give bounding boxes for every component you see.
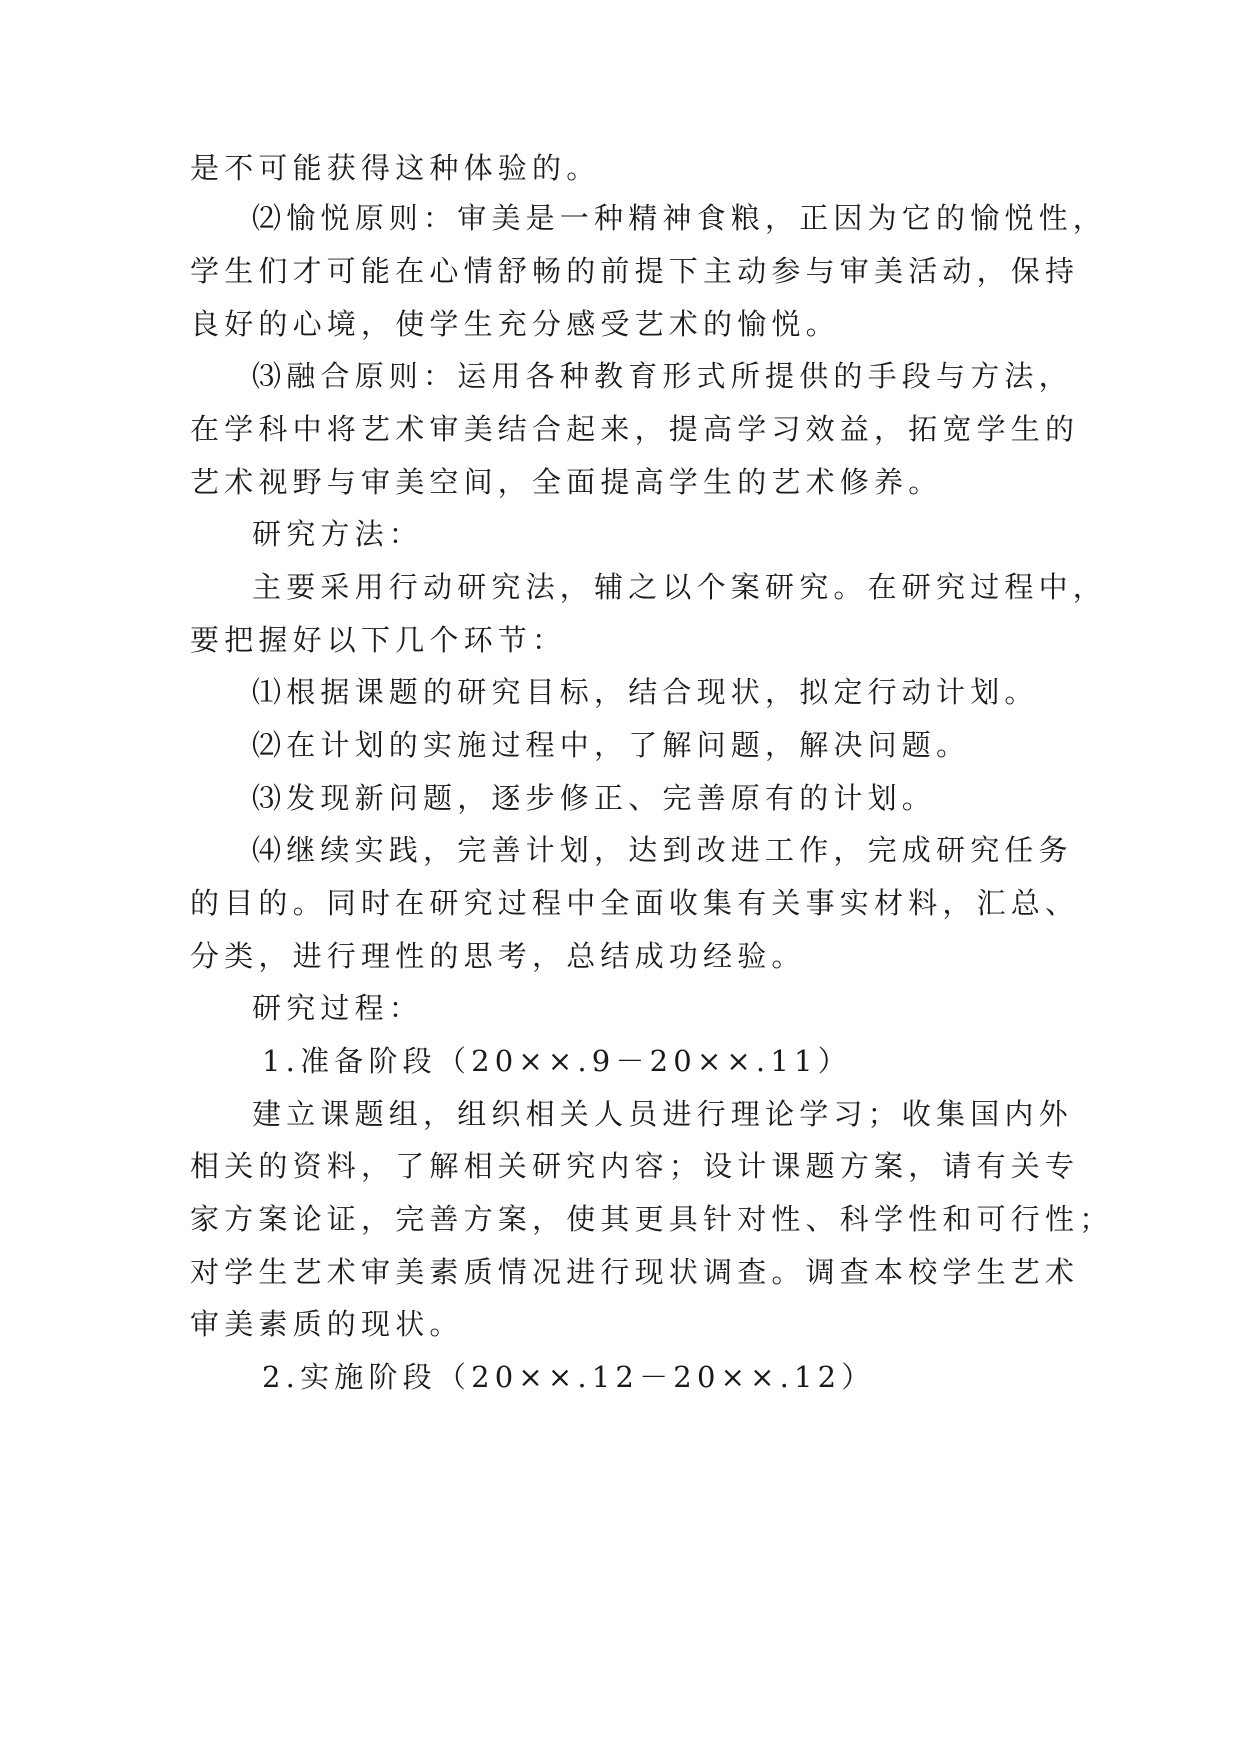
list-item: ⑴根据课题的研究目标，结合现状，拟定行动计划。 (252, 675, 1039, 709)
principle-fusion-line: ⑶融合原则：运用各种教育形式所提供的手段与方法， (252, 359, 1073, 393)
body-text-line: 要把握好以下几个环节： (190, 623, 567, 657)
body-text-line: 分类，进行理性的思考，总结成功经验。 (190, 939, 806, 973)
body-text-line: 学生们才可能在心情舒畅的前提下主动参与审美活动，保持 (190, 254, 1080, 288)
body-text-line: 艺术视野与审美空间，全面提高学生的艺术修养。 (190, 465, 943, 499)
body-text-line: 建立课题组，组织相关人员进行理论学习；收集国内外 (252, 1097, 1073, 1131)
body-text-line: 的目的。同时在研究过程中全面收集有关事实材料，汇总、 (190, 886, 1080, 920)
list-item: ⑵在计划的实施过程中，了解问题，解决问题。 (252, 728, 971, 762)
body-text-line: 相关的资料，了解相关研究内容；设计课题方案，请有关专 (190, 1149, 1080, 1183)
stage-heading-implementation: 2.实施阶段（20××.12－20××.12） (262, 1360, 876, 1394)
section-heading-methods: 研究方法： (252, 517, 424, 551)
stage-heading-preparation: 1.准备阶段（20××.9－20××.11） (262, 1044, 852, 1078)
body-text-line: 主要采用行动研究法，辅之以个案研究。在研究过程中， (252, 570, 1108, 604)
principle-pleasure-line: ⑵愉悦原则：审美是一种精神食粮，正因为它的愉悦性， (252, 201, 1108, 235)
body-text-line: 在学科中将艺术审美结合起来，提高学习效益，拓宽学生的 (190, 412, 1080, 446)
body-text-line: 家方案论证，完善方案，使其更具针对性、科学性和可行性； (190, 1202, 1114, 1236)
body-text-line: 是不可能获得这种体验的。 (190, 151, 601, 185)
list-item: ⑶发现新问题，逐步修正、完善原有的计划。 (252, 781, 937, 815)
body-text-line: 良好的心境，使学生充分感受艺术的愉悦。 (190, 307, 840, 341)
body-text-line: 审美素质的现状。 (190, 1307, 464, 1341)
section-heading-process: 研究过程： (252, 991, 424, 1025)
list-item: ⑷继续实践，完善计划，达到改进工作，完成研究任务 (252, 833, 1073, 867)
body-text-line: 对学生艺术审美素质情况进行现状调查。调查本校学生艺术 (190, 1255, 1080, 1289)
